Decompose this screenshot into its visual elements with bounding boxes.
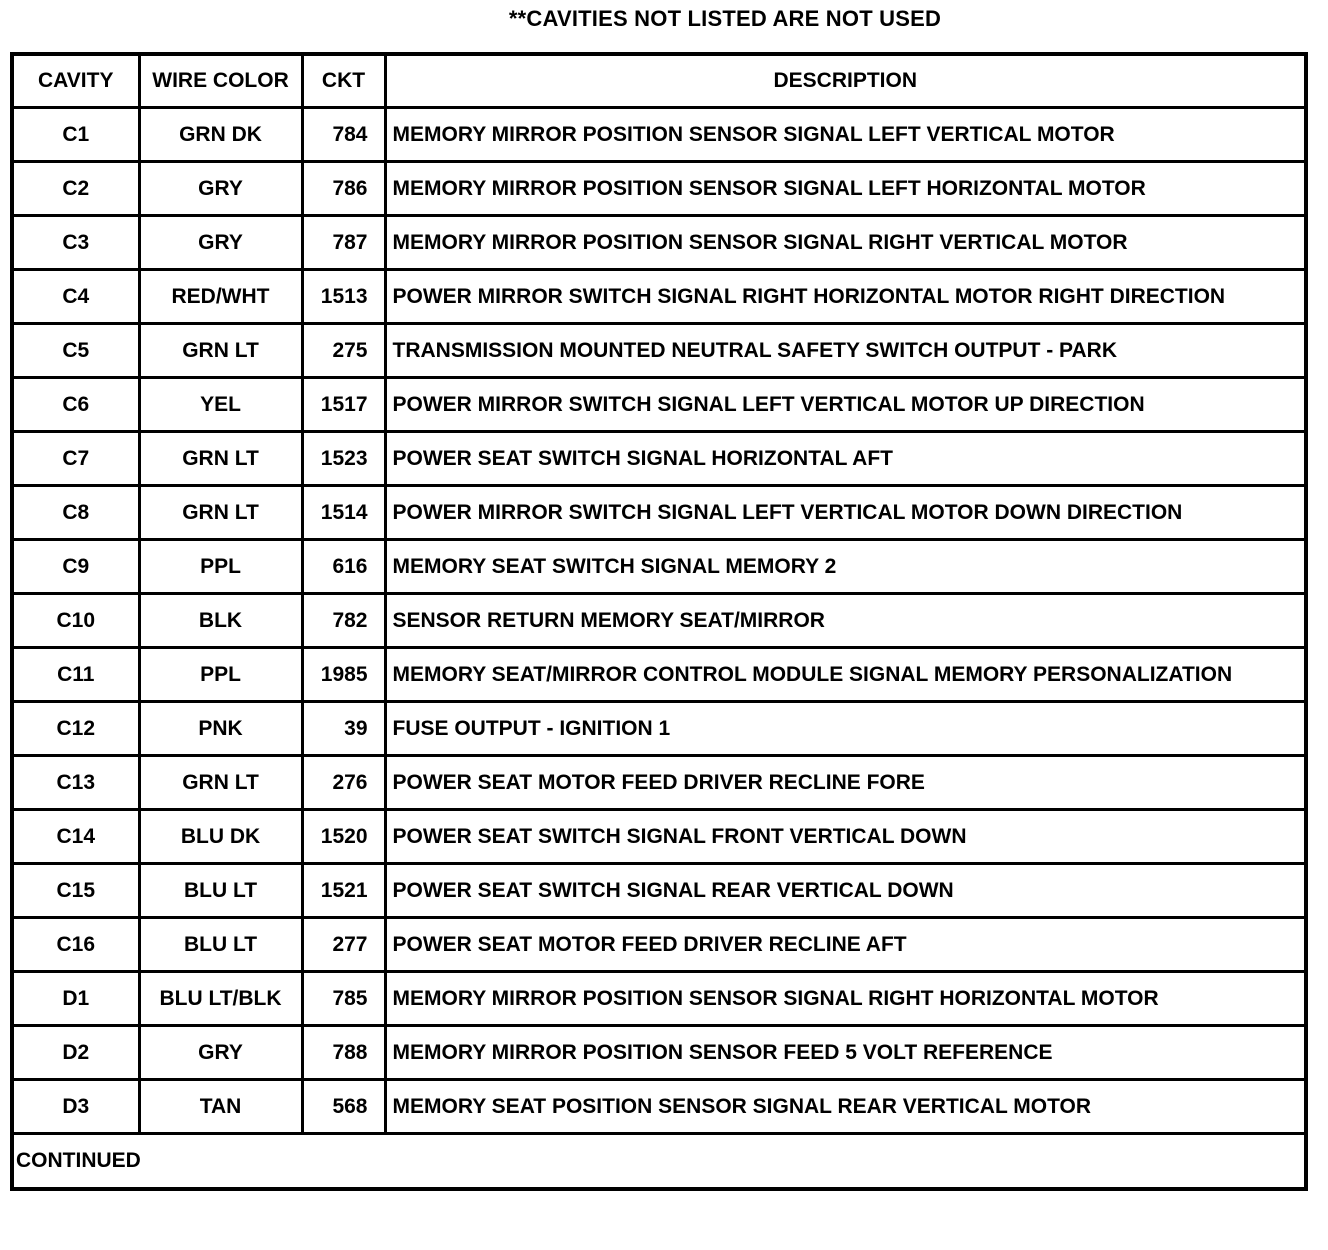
cavity-cell: C12: [12, 702, 139, 756]
description-cell: POWER MIRROR SWITCH SIGNAL RIGHT HORIZONTAL MOTOR RIGHT DIRECTION: [385, 270, 1306, 324]
description-cell: TRANSMISSION MOUNTED NEUTRAL SAFETY SWITCH OUTPUT - PARK: [385, 324, 1306, 378]
ckt-cell: 782: [302, 594, 385, 648]
cavity-cell: C1: [12, 108, 139, 162]
description-cell: MEMORY SEAT SWITCH SIGNAL MEMORY 2: [385, 540, 1306, 594]
description-cell: MEMORY SEAT/MIRROR CONTROL MODULE SIGNAL MEMORY PERSONALIZATION: [385, 648, 1306, 702]
description-cell: POWER SEAT SWITCH SIGNAL HORIZONTAL AFT: [385, 432, 1306, 486]
wire-color-cell: GRN LT: [139, 432, 302, 486]
description-cell: POWER MIRROR SWITCH SIGNAL LEFT VERTICAL MOTOR UP DIRECTION: [385, 378, 1306, 432]
wire-color-cell: PPL: [139, 648, 302, 702]
cavity-cell: C3: [12, 216, 139, 270]
ckt-cell: 277: [302, 918, 385, 972]
description-cell: MEMORY MIRROR POSITION SENSOR SIGNAL LEFT HORIZONTAL MOTOR: [385, 162, 1306, 216]
table-row: [12, 432, 1306, 486]
description-cell: MEMORY SEAT POSITION SENSOR SIGNAL REAR VERTICAL MOTOR: [385, 1080, 1306, 1134]
ckt-cell: 39: [302, 702, 385, 756]
ckt-cell: 1520: [302, 810, 385, 864]
description-cell: POWER SEAT MOTOR FEED DRIVER RECLINE AFT: [385, 918, 1306, 972]
ckt-cell: 1514: [302, 486, 385, 540]
table-row: [12, 108, 1306, 162]
cavity-cell: C13: [12, 756, 139, 810]
table-row: [12, 648, 1306, 702]
ckt-cell: 1517: [302, 378, 385, 432]
cavity-cell: C2: [12, 162, 139, 216]
table-row: [12, 594, 1306, 648]
description-cell: SENSOR RETURN MEMORY SEAT/MIRROR: [385, 594, 1306, 648]
ckt-cell: 785: [302, 972, 385, 1026]
ckt-cell: 788: [302, 1026, 385, 1080]
header-cavity: CAVITY: [12, 54, 139, 108]
ckt-cell: 786: [302, 162, 385, 216]
description-cell: POWER SEAT MOTOR FEED DRIVER RECLINE FORE: [385, 756, 1306, 810]
cavity-cell: C4: [12, 270, 139, 324]
header-description: DESCRIPTION: [385, 54, 1306, 108]
wire-color-cell: RED/WHT: [139, 270, 302, 324]
wire-color-cell: BLU LT: [139, 918, 302, 972]
table-row: [12, 540, 1306, 594]
ckt-cell: 275: [302, 324, 385, 378]
description-cell: POWER SEAT SWITCH SIGNAL FRONT VERTICAL DOWN: [385, 810, 1306, 864]
cavity-cell: D2: [12, 1026, 139, 1080]
cavities-note: **CAVITIES NOT LISTED ARE NOT USED: [508, 6, 942, 31]
cavity-cell: C16: [12, 918, 139, 972]
connector-pinout-table: [10, 52, 1308, 1191]
ckt-cell: 1521: [302, 864, 385, 918]
table-row: [12, 216, 1306, 270]
header-row: [12, 54, 1306, 108]
ckt-cell: 276: [302, 756, 385, 810]
wire-color-cell: GRN LT: [139, 756, 302, 810]
table-row: [12, 162, 1306, 216]
table-row: [12, 756, 1306, 810]
cavity-cell: C6: [12, 378, 139, 432]
wire-color-cell: GRN LT: [139, 324, 302, 378]
cavity-cell: C8: [12, 486, 139, 540]
table-row: [12, 972, 1306, 1026]
table-row: [12, 918, 1306, 972]
table-row: [12, 486, 1306, 540]
ckt-cell: 1523: [302, 432, 385, 486]
header-ckt: CKT: [302, 54, 385, 108]
table-row: [12, 378, 1306, 432]
description-cell: FUSE OUTPUT - IGNITION 1: [385, 702, 1306, 756]
description-cell: MEMORY MIRROR POSITION SENSOR SIGNAL RIGHT VERTICAL MOTOR: [385, 216, 1306, 270]
wire-color-cell: BLU DK: [139, 810, 302, 864]
ckt-cell: 568: [302, 1080, 385, 1134]
cavity-cell: C7: [12, 432, 139, 486]
table-row: [12, 810, 1306, 864]
cavity-cell: C9: [12, 540, 139, 594]
table-body: [12, 108, 1306, 1134]
table-row: [12, 270, 1306, 324]
cavity-cell: C10: [12, 594, 139, 648]
cavity-cell: C11: [12, 648, 139, 702]
wire-color-cell: YEL: [139, 378, 302, 432]
description-cell: MEMORY MIRROR POSITION SENSOR SIGNAL RIGHT HORIZONTAL MOTOR: [385, 972, 1306, 1026]
description-cell: MEMORY MIRROR POSITION SENSOR SIGNAL LEFT VERTICAL MOTOR: [385, 108, 1306, 162]
cavity-cell: C5: [12, 324, 139, 378]
table-row: [12, 1080, 1306, 1134]
description-cell: POWER MIRROR SWITCH SIGNAL LEFT VERTICAL MOTOR DOWN DIRECTION: [385, 486, 1306, 540]
table-row: [12, 702, 1306, 756]
ckt-cell: 784: [302, 108, 385, 162]
cavity-cell: D3: [12, 1080, 139, 1134]
wire-color-cell: GRY: [139, 216, 302, 270]
ckt-cell: 787: [302, 216, 385, 270]
table-row: [12, 324, 1306, 378]
cavity-cell: D1: [12, 972, 139, 1026]
header-wire-color: WIRE COLOR: [139, 54, 302, 108]
footer-row: [12, 1134, 1306, 1190]
wire-color-cell: BLU LT: [139, 864, 302, 918]
continued-label: CONTINUED: [12, 1134, 1306, 1190]
wire-color-cell: TAN: [139, 1080, 302, 1134]
ckt-cell: 616: [302, 540, 385, 594]
table-row: [12, 864, 1306, 918]
ckt-cell: 1513: [302, 270, 385, 324]
ckt-cell: 1985: [302, 648, 385, 702]
description-cell: POWER SEAT SWITCH SIGNAL REAR VERTICAL DOWN: [385, 864, 1306, 918]
table-row: [12, 1026, 1306, 1080]
wire-color-cell: GRY: [139, 162, 302, 216]
wire-color-cell: GRN LT: [139, 486, 302, 540]
wire-color-cell: GRY: [139, 1026, 302, 1080]
wire-color-cell: BLU LT/BLK: [139, 972, 302, 1026]
cavity-cell: C15: [12, 864, 139, 918]
wire-color-cell: BLK: [139, 594, 302, 648]
description-cell: MEMORY MIRROR POSITION SENSOR FEED 5 VOLT REFERENCE: [385, 1026, 1306, 1080]
wire-color-cell: GRN DK: [139, 108, 302, 162]
cavity-cell: C14: [12, 810, 139, 864]
wire-color-cell: PPL: [139, 540, 302, 594]
wire-color-cell: PNK: [139, 702, 302, 756]
